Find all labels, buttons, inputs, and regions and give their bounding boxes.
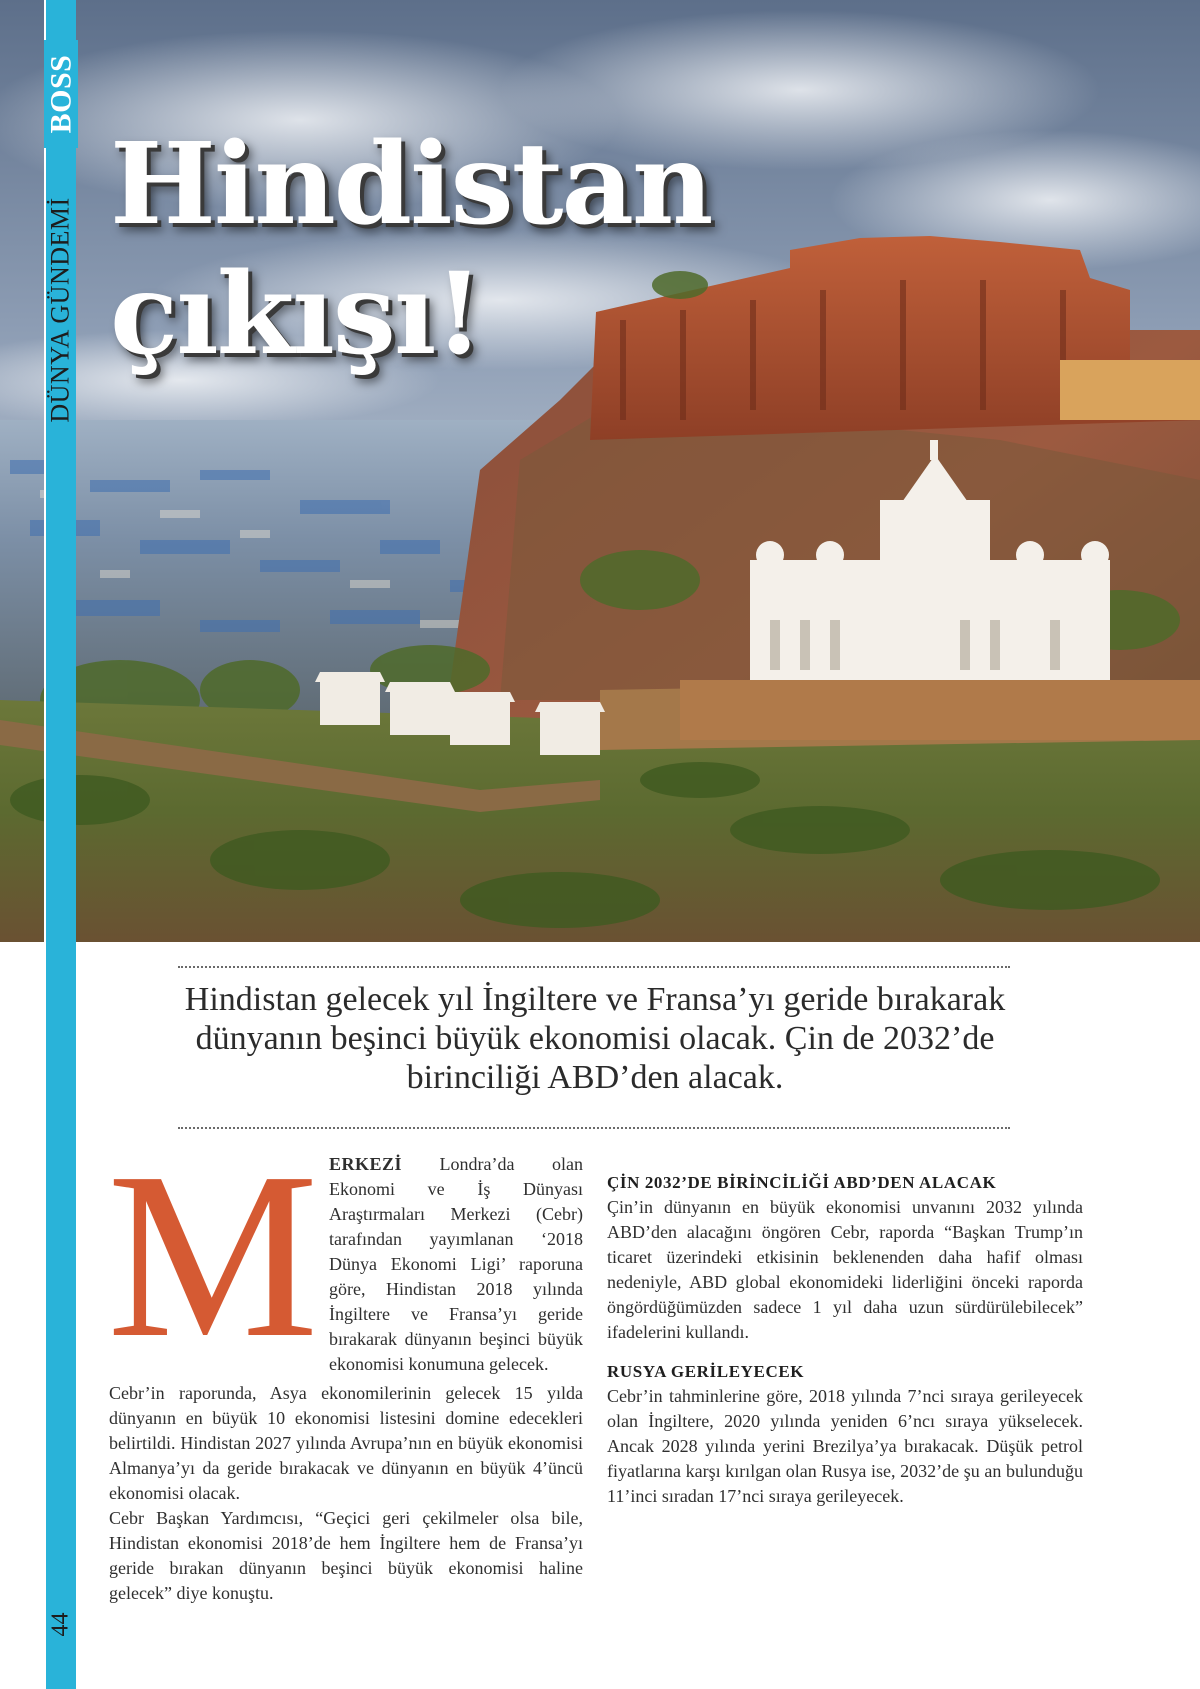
magazine-logo xyxy=(44,40,78,148)
article-paragraph-3: Cebr Başkan Yardımcısı, “Geçici geri çekilmeler olsa bile, Hindistan ekonomisi 2018’de hem İngiltere hem de Fransa’yı geride bırakan dünyanın beşinci büyük ekonomisi haline gelecek” diye konuştu. xyxy=(109,1508,583,1603)
page-number xyxy=(44,1600,78,1648)
article-column-right xyxy=(607,1152,1083,1509)
page-number-text: 44 xyxy=(47,1612,74,1636)
dotted-divider-top xyxy=(178,966,1010,968)
subheading-china: ÇİN 2032’DE BİRİNCİLİĞİ ABD’DEN ALACAK xyxy=(607,1173,997,1192)
drop-cap: M xyxy=(107,1124,319,1387)
article-paragraph-2: Cebr’in raporunda, Asya ekonomilerinin gelecek 15 yılda dünyanın en büyük 10 ekonomisi listesini domine edecekleri belirtildi. Hindistan 2027 yılında Avrupa’nın en büyük ekonomisi Almanya’yı da geride bırakacak ve dünyanın en büyük 4’üncü ekonomisi olacak. xyxy=(109,1383,583,1503)
lead-text: Londra’da olan Ekonomi ve İş Dünyası Araştırmaları Merkezi (Cebr) tarafından yayımlanan ‘2018 Dünya Ekonomi Ligi’ raporuna göre, Hindistan 2018 yılında İngiltere ve Fransa’yı geride bırakarak dünyanın beşinci büyük ekonomisi konumuna gelecek. xyxy=(329,1154,583,1374)
magazine-logo-text: BOSS xyxy=(44,54,77,134)
standfirst: Hindistan gelecek yıl İngiltere ve Fransa’yı geride bırakarak dünyanın beşinci büyük ekonomisi olacak. Çin de 2032’de birinciliği ABD’den alacak. xyxy=(184,981,1006,1096)
headline-line-1: Hindistan xyxy=(110,119,712,250)
article-lead-paragraph xyxy=(107,1124,583,1387)
article-column-left xyxy=(107,1124,583,1606)
article-paragraph-5: Cebr’in tahminlerine göre, 2018 yılında 7’nci sıraya gerileyecek olan İngiltere, 2020 yılında yeniden 6’ncı sıraya yükselecek. Ancak 2028 yılında yerini Brezilya’ya bırakacak. Düşük petrol fiyatlarına karşı kırılgan olan Rusya ise, 2032’de şu an bulunduğu 11’inci sıradan 17’nci sıraya gerileyecek. xyxy=(607,1386,1083,1506)
subheading-russia: RUSYA GERİLEYECEK xyxy=(607,1362,805,1381)
headline-line-2: çıkışı! xyxy=(110,249,482,380)
article-headline xyxy=(110,120,750,380)
section-label-text: DÜNYA GÜNDEMİ xyxy=(46,197,75,423)
article-paragraph-4: Çin’in dünyanın en büyük ekonomisi unvanını 2032 yılında ABD’den alacağını öngören Cebr, raporda “Başkan Trump’ın ticaret üzerindeki etkisinin beklenenden daha hafif olması nedeniyle, ABD global ekonomideki liderliğini önceki raporda öngördüğümüzden sadece 1 yıl daha uzun sürdürülebilecek” ifadelerini kullandı. xyxy=(607,1197,1083,1342)
section-label xyxy=(44,160,78,460)
lead-bold-word: ERKEZİ xyxy=(329,1154,403,1174)
